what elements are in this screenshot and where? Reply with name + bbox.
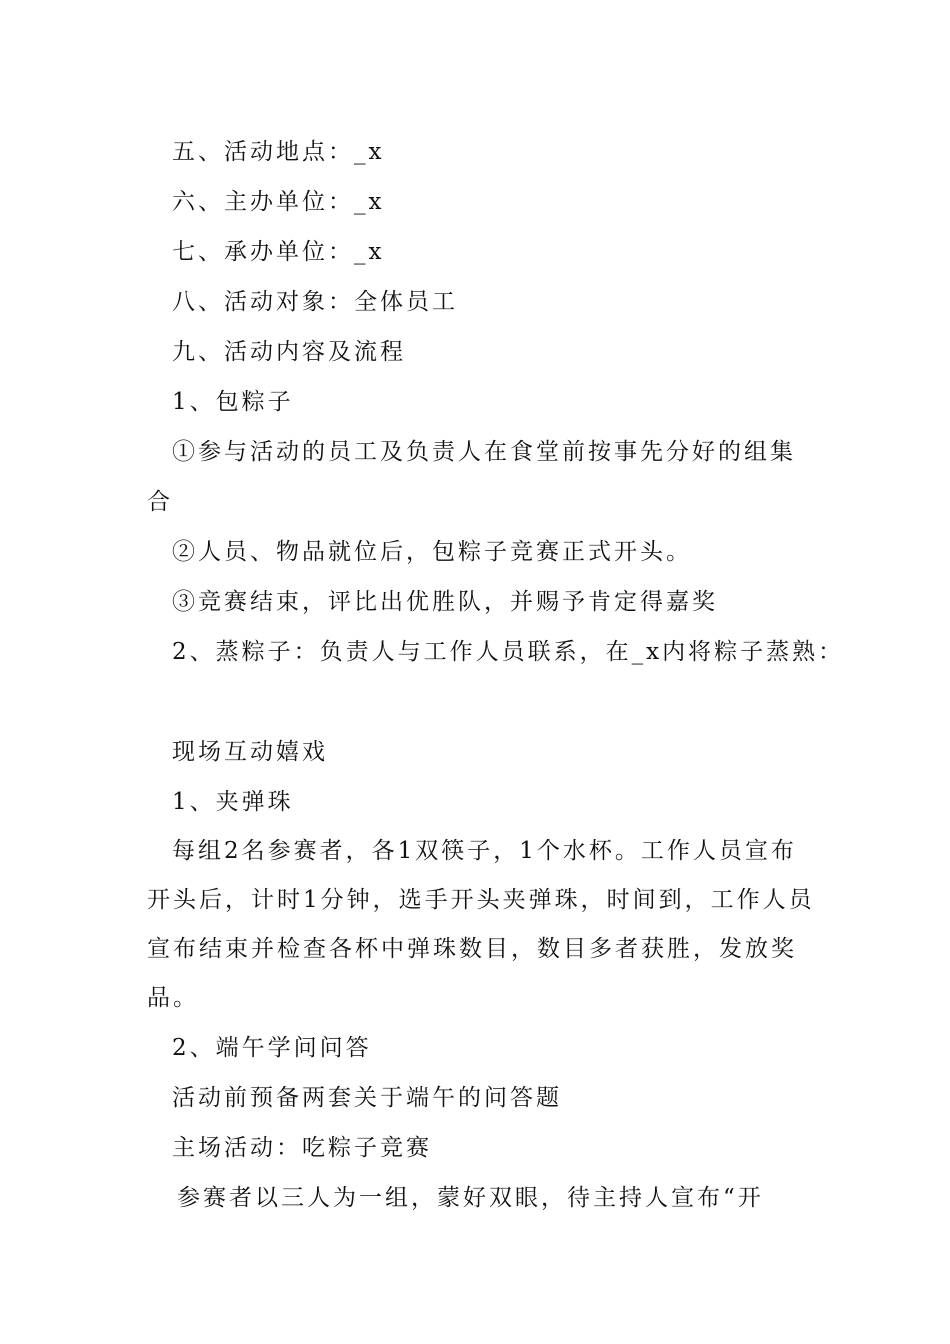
text-line-game-1-desc-1: 每组2名参赛者，各1双筷子，1个水杯。工作人员宣布 — [172, 838, 797, 864]
text-line-content-heading: 九、活动内容及流程 — [172, 339, 406, 365]
text-line-game-2-desc: 活动前预备两套关于端午的问答题 — [172, 1085, 562, 1111]
text-line-step-2: ②人员、物品就位后，包粽子竞赛正式开头。 — [172, 539, 692, 565]
text-line-game-1-desc-4: 品。 — [147, 985, 199, 1011]
text-line-item-1: 1、包粽子 — [172, 389, 294, 415]
text-line-game-1-desc-2: 开头后，计时1分钟，选手开头夹弹珠，时间到，工作人员 — [147, 887, 815, 913]
text-line-organizer: 六、主办单位：_x — [172, 189, 385, 215]
text-line-venue: 五、活动地点：_x — [172, 139, 385, 165]
text-line-game-1: 1、夹弹珠 — [172, 789, 294, 815]
text-line-main-activity: 主场活动：吃粽子竞赛 — [172, 1135, 432, 1161]
text-line-game-1-desc-3: 宣布结束并检查各杯中弹珠数目，数目多者获胜，发放奖 — [147, 936, 797, 962]
text-line-step-1: ①参与活动的员工及负责人在食堂前按事先分好的组集 — [172, 439, 796, 465]
text-line-step-1-cont: 合 — [147, 489, 173, 515]
text-line-game-2: 2、端午学问问答 — [172, 1035, 372, 1061]
text-line-main-activity-desc: 参赛者以三人为一组，蒙好双眼，待主持人宣布“开 — [177, 1185, 764, 1211]
text-line-undertaker: 七、承办单位：_x — [172, 239, 385, 265]
text-line-item-2: 2、蒸粽子：负责人与工作人员联系，在_x内将粽子蒸熟： — [172, 639, 845, 665]
text-line-interactive-heading: 现场互动嬉戏 — [172, 739, 328, 765]
text-line-step-3: ③竞赛结束，评比出优胜队，并赐予肯定得嘉奖 — [172, 589, 718, 615]
text-line-audience: 八、活动对象：全体员工 — [172, 289, 458, 315]
